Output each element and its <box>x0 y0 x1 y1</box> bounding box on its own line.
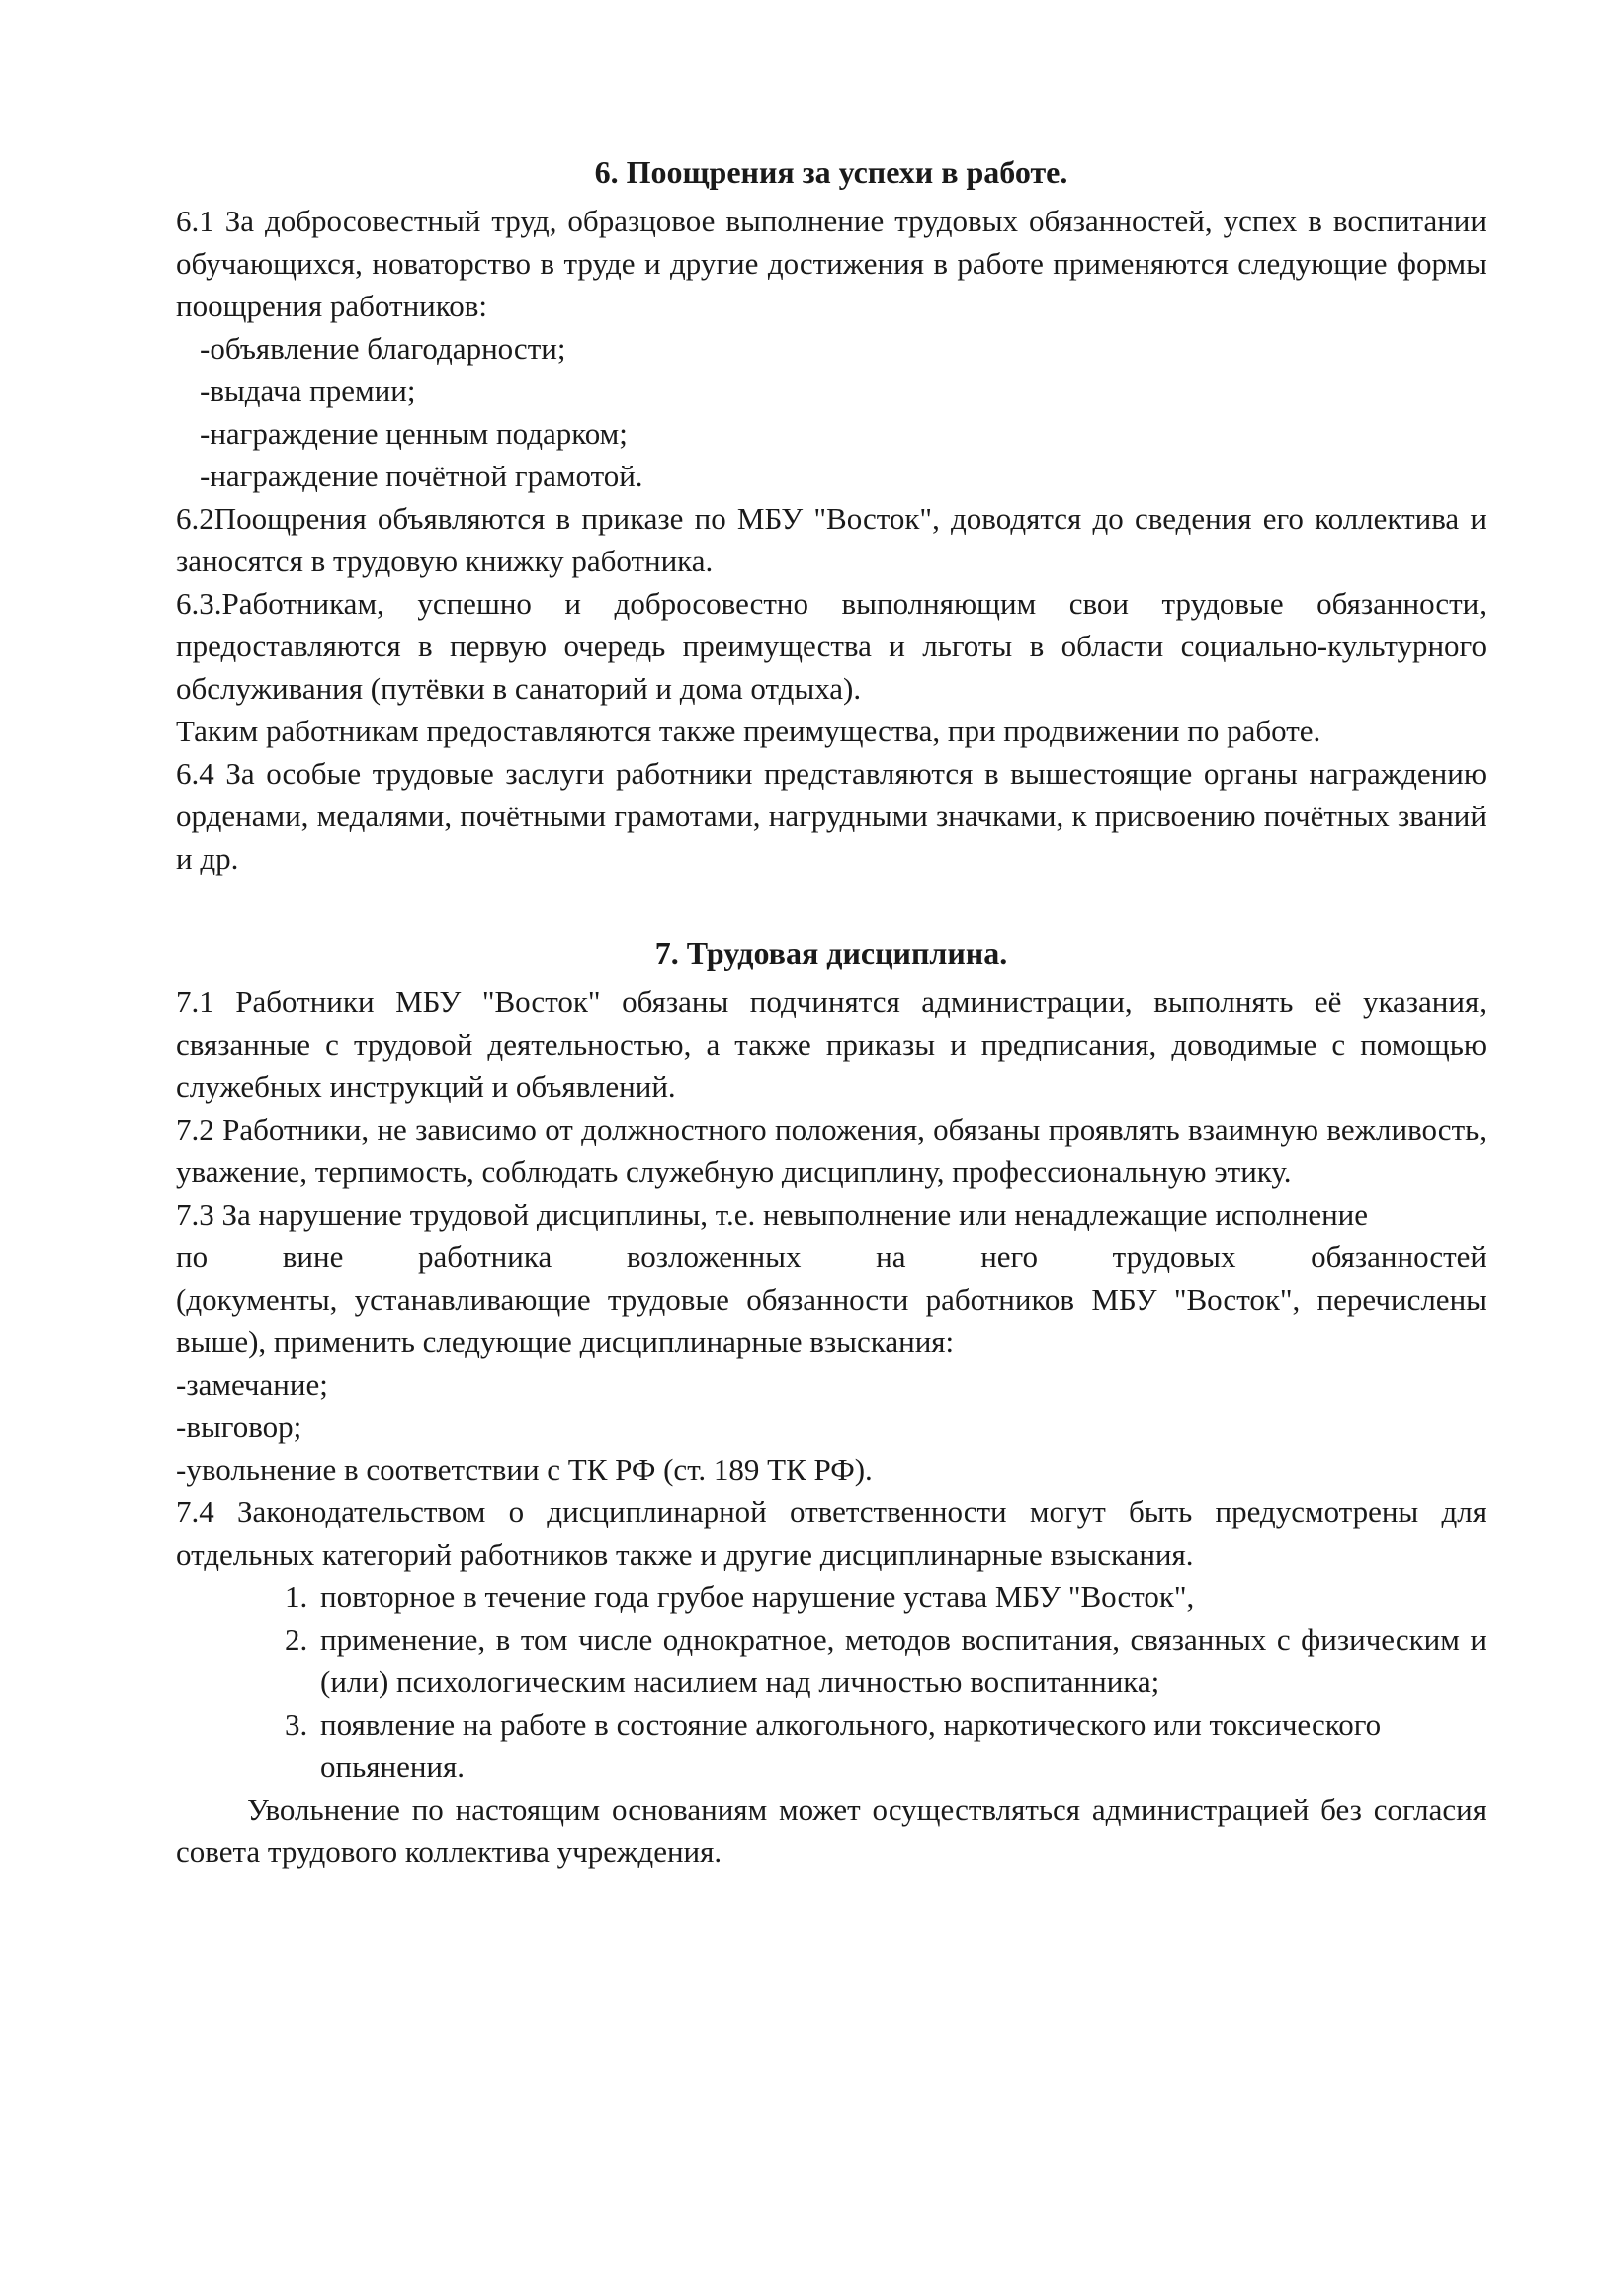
dismissal-grounds-list <box>176 1575 1486 1788</box>
list-item <box>285 1703 1486 1745</box>
paragraph-7-2: 7.2 Работники, не зависимо от должностного положения, обязаны проявлять взаимную вежливость, уважение, терпимость, соблюдать служебную дисциплину, профессиональную этику. <box>176 1112 1486 1189</box>
list-item-text: появление на работе в состояние алкогольного, наркотического или токсического <box>320 1707 1382 1742</box>
section-7-title: 7. Трудовая дисциплина. <box>654 935 1008 971</box>
penalty-item: -выговор; <box>176 1409 302 1444</box>
closing-paragraph: Увольнение по настоящим основаниям может осуществляться администрацией без согласия совета трудового коллектива учреждения. <box>176 1792 1486 1869</box>
paragraph-6-4: 6.4 За особые трудовые заслуги работники представляются в вышестоящие органы награждению орденами, медалями, почётными грамотами, нагрудными значками, к присвоению почётных званий и др. <box>176 756 1486 876</box>
list-item-text: опьянения. <box>320 1749 466 1784</box>
list-item-number: 1. <box>285 1579 308 1614</box>
reward-form-item: -выдача премии; <box>200 374 416 408</box>
list-item-number: 3. <box>285 1707 308 1742</box>
list-item-text: повторное в течение года грубое нарушение устава МБУ "Восток", <box>320 1579 1195 1614</box>
paragraph-7-3-part-b: по вине работника возложенных на него трудовых обязанностей <box>176 1239 1486 1274</box>
list-item <box>285 1575 1486 1618</box>
list-item-text: применение, в том числе однократное, методов воспитания, связанных с физическим и (или) психологическим насилием над личностью воспитанника; <box>320 1622 1486 1699</box>
paragraph-7-3-part-c: (документы, устанавливающие трудовые обязанности работников МБУ "Восток", перечислены выше), применить следующие дисциплинарные взыскания: <box>176 1282 1486 1359</box>
paragraph-6-3-continued: Таким работникам предоставляются также преимущества, при продвижении по работе. <box>176 714 1321 748</box>
section-6-title: 6. Поощрения за успехи в работе. <box>594 154 1068 190</box>
list-item-number: 2. <box>285 1622 308 1657</box>
reward-form-item: -награждение почётной грамотой. <box>200 459 643 493</box>
list-item-continuation <box>285 1745 1486 1788</box>
list-item <box>285 1618 1486 1703</box>
paragraph-6-1: 6.1 За добросовестный труд, образцовое выполнение трудовых обязанностей, успех в воспитании обучающихся, новаторство в труде и другие достижения в работе применяются следующие формы поощрения работников: <box>176 204 1486 323</box>
penalty-item: -увольнение в соответствии с ТК РФ (ст. 189 ТК РФ). <box>176 1452 873 1487</box>
document-body <box>176 150 1486 1873</box>
paragraph-6-3: 6.3.Работникам, успешно и добросовестно выполняющим свои трудовые обязанности, предоставляются в первую очередь преимущества и льготы в области социально-культурного обслуживания (путёвки в санаторий и дома отдыха). <box>176 586 1486 706</box>
reward-form-item: -объявление благодарности; <box>200 331 566 366</box>
paragraph-6-2: 6.2Поощрения объявляются в приказе по МБУ "Восток", доводятся до сведения его коллектива и заносятся в трудовую книжку работника. <box>176 501 1486 578</box>
paragraph-7-3-part-a: 7.3 За нарушение трудовой дисциплины, т.е. невыполнение или ненадлежащие исполнение <box>176 1197 1369 1232</box>
reward-form-item: -награждение ценным подарком; <box>200 416 628 451</box>
penalty-item: -замечание; <box>176 1367 328 1402</box>
paragraph-7-1: 7.1 Работники МБУ "Восток" обязаны подчинятся администрации, выполнять её указания, связанные с трудовой деятельностью, а также приказы и предписания, доводимые с помощью служебных инструкций и объявлений. <box>176 984 1486 1104</box>
paragraph-7-4: 7.4 Законодательством о дисциплинарной ответственности могут быть предусмотрены для отдельных категорий работников также и другие дисциплинарные взыскания. <box>176 1494 1486 1572</box>
